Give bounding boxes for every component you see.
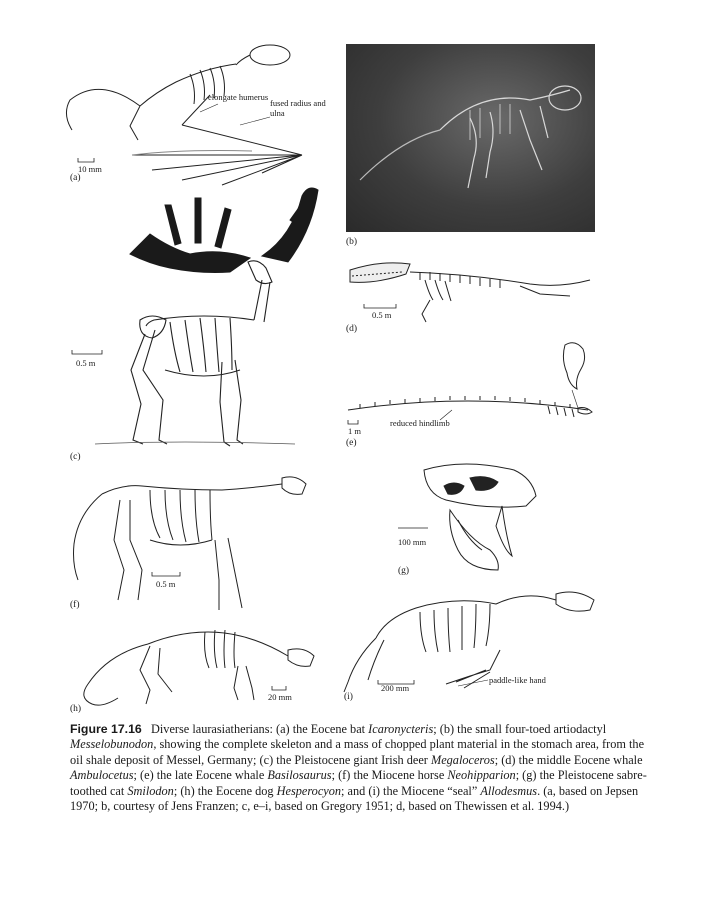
panel-letter-b: (b) [346,237,358,247]
genus-name: Smilodon [127,783,174,798]
genus-name: Basilosaurus [267,768,332,783]
panel-letter-f: (f) [70,600,80,610]
caption-text: ; (f) the Miocene horse [331,768,448,783]
scale-g: 100 mm [398,537,427,547]
scale-i: 200 mm [381,683,410,693]
panel-letter-g: (g) [398,566,410,576]
caption-text: . (a, based on Jepsen 1970; b, courtesy of Jens Franzen; c, e–i, based on Gregory 1951; d, based on Thewissen et al. 1994.) [70,783,639,814]
genus-name: Icaronycteris [368,722,434,736]
caption-text: Diverse laurasiatherians: (a) the Eocene bat [151,722,369,736]
caption-text: ; (d) the middle Eocene whale [494,752,643,767]
genus-name: Ambulocetus [70,768,134,783]
label-elongate-humerus: elongate humerus [208,92,269,102]
genus-name: Neohipparion [447,768,516,783]
caption-text: ; (h) the Eocene dog [173,783,277,798]
figure-caption [70,722,650,814]
scale-a: 10 mm [78,164,102,174]
scale-f: 0.5 m [156,579,176,589]
panel-letter-h: (h) [70,704,82,714]
panel-letter-a: (a) [70,173,81,183]
scale-h: 20 mm [268,692,292,702]
label-fused-radius-ulna: fused radius and ulna [270,98,326,118]
panel-letter-c: (c) [70,452,81,462]
caption-text: ; and (i) the Miocene “seal” [341,783,481,798]
panel-letter-d: (d) [346,324,358,334]
panel-letter-e: (e) [346,438,357,448]
caption-text: ; (g) the Pleistocene sabre-toothed cat [70,768,647,798]
label-reduced-hindlimb: reduced hindlimb [390,418,450,428]
caption-text: , showing the complete skeleton and a mass of chopped plant material in the stomach area, from the oil shale deposit of Messel, Germany; (c) the Pleistocene giant Irish deer [70,737,645,767]
genus-name: Megaloceros [430,752,495,767]
scale-c: 0.5 m [76,358,96,368]
caption-text: ; (e) the late Eocene whale [133,768,268,783]
caption-text: ; (b) the small four-toed artiodactyl [433,722,607,736]
genus-name: Messelobunodon [70,737,154,752]
genus-name: Allodesmus [480,783,538,798]
genus-name: Hesperocyon [276,783,342,798]
label-paddle-like-hand: paddle-like hand [489,675,546,685]
panel-letter-i: (i) [344,692,353,702]
scale-d: 0.5 m [372,310,392,320]
scale-e: 1 m [348,426,361,436]
figure-number: Figure 17.16 [70,722,142,736]
